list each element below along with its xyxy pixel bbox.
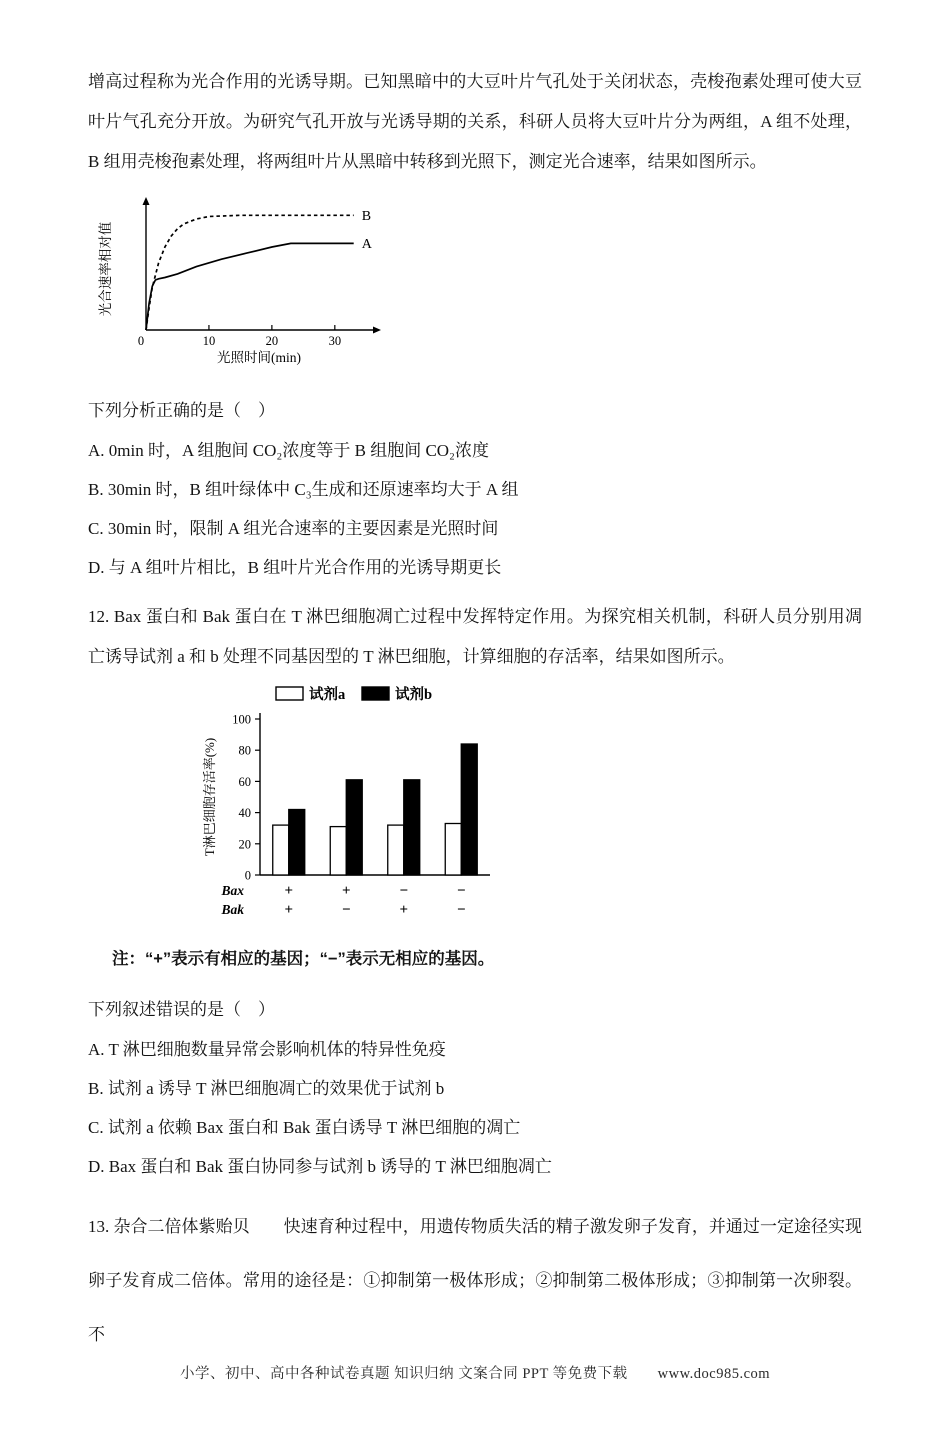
- svg-text:−: −: [456, 883, 466, 899]
- svg-text:光合速率相对值: 光合速率相对值: [98, 221, 113, 317]
- svg-text:40: 40: [238, 806, 251, 821]
- svg-text:−: −: [341, 902, 351, 918]
- figure-note: 注：“+”表示有相应的基因；“−”表示无相应的基因。: [112, 950, 495, 968]
- q11-stem: 下列分析正确的是（ ）: [88, 401, 275, 420]
- svg-text:+: +: [284, 902, 294, 918]
- svg-text:试剂a: 试剂a: [309, 687, 346, 703]
- svg-text:100: 100: [232, 712, 251, 727]
- svg-text:20: 20: [238, 837, 251, 852]
- svg-text:B: B: [361, 208, 372, 224]
- q11-option-d: D. 与 A 组叶片相比，B 组叶片光合作用的光诱导期更长: [88, 558, 502, 577]
- svg-text:10: 10: [202, 334, 216, 348]
- bar-chart-figure: [184, 683, 862, 938]
- q11-option-a: A. 0min 时，A 组胞间 CO₂浓度等于 B 组胞间 CO₂浓度: [88, 441, 489, 460]
- svg-text:光照时间(min): 光照时间(min): [217, 350, 301, 365]
- q12-text: 12. Bax 蛋白和 Bak 蛋白在 T 淋巴细胞凋亡过程中发挥特定作用。为探究相关机制，科研人员分别用凋亡诱导试剂 a 和 b 处理不同基因型的 T 淋巴细胞，计算细胞的存活率，结果如图所示。: [88, 607, 862, 666]
- svg-text:20: 20: [265, 334, 279, 348]
- q12-option-c: C. 试剂 a 依赖 Bax 蛋白和 Bak 蛋白诱导 T 淋巴细胞的凋亡: [88, 1118, 521, 1137]
- page-footer: 小学、初中、高中各种试卷真题 知识归纳 文案合同 PPT 等免费下载 www.doc985.com: [179, 1366, 771, 1382]
- line-chart-figure: [94, 192, 862, 375]
- svg-text:−: −: [456, 902, 466, 918]
- svg-text:Bak: Bak: [221, 902, 244, 917]
- svg-text:A: A: [361, 236, 372, 252]
- q13-text: 13. 杂合二倍体紫贻贝 快速育种过程中，用遗传物质失活的精子激发卵子发育，并通过一定途径实现卵子发育成二倍体。常用的途径是：①抑制第一极体形成；②抑制第二极体形成；③抑制第一次卵裂。不: [88, 1217, 862, 1344]
- svg-text:80: 80: [238, 743, 251, 758]
- svg-text:30: 30: [328, 334, 342, 348]
- intro-paragraph: 增高过程称为光合作用的光诱导期。已知黑暗中的大豆叶片气孔处于关闭状态，壳梭孢素处理可使大豆叶片气孔充分开放。为研究气孔开放与光诱导期的关系，科研人员将大豆叶片分为两组，A 组不处理，B 组用壳梭孢素处理，将两组叶片从黑暗中转移到光照下，测定光合速率，结果如图所示。: [88, 72, 862, 171]
- svg-text:Bax: Bax: [221, 883, 244, 898]
- svg-text:T淋巴细胞存活率(%): T淋巴细胞存活率(%): [202, 737, 217, 857]
- q11-option-b: B. 30min 时，B 组叶绿体中 C₃生成和还原速率均大于 A 组: [88, 480, 519, 499]
- svg-text:60: 60: [238, 774, 251, 789]
- svg-text:+: +: [399, 902, 409, 918]
- svg-text:−: −: [399, 883, 409, 899]
- q12-option-d: D. Bax 蛋白和 Bak 蛋白协同参与试剂 b 诱导的 T 淋巴细胞凋亡: [88, 1157, 552, 1176]
- q11-option-c: C. 30min 时，限制 A 组光合速率的主要因素是光照时间: [88, 519, 499, 538]
- bar-chart: [184, 683, 524, 933]
- q12-stem: 下列叙述错误的是（ ）: [88, 1000, 275, 1019]
- svg-text:+: +: [284, 883, 294, 899]
- q12-option-a: A. T 淋巴细胞数量异常会影响机体的特异性免疫: [88, 1040, 446, 1059]
- svg-text:0: 0: [137, 334, 145, 348]
- svg-text:0: 0: [244, 868, 251, 883]
- line-chart: [94, 192, 404, 370]
- svg-text:试剂b: 试剂b: [395, 687, 433, 703]
- q12-option-b: B. 试剂 a 诱导 T 淋巴细胞凋亡的效果优于试剂 b: [88, 1079, 445, 1098]
- svg-text:+: +: [341, 883, 351, 899]
